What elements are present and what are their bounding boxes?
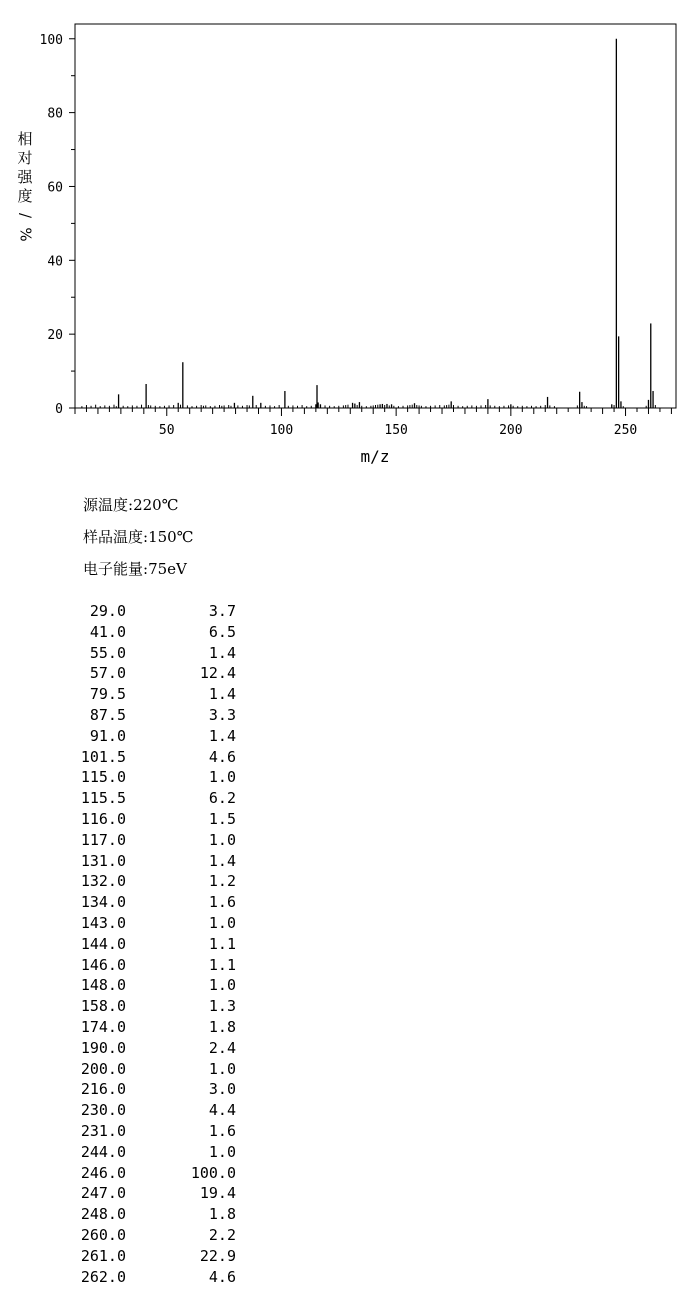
peak-mz: 91.0: [89, 726, 126, 745]
y-tick-label: 20: [47, 328, 63, 344]
peak-row: [60, 955, 236, 976]
plot-frame: [75, 24, 676, 408]
peak-intensity: 1.4: [208, 726, 236, 745]
condition-value: 220℃: [133, 496, 179, 514]
condition-row: [83, 493, 193, 525]
peak-row: [60, 601, 236, 622]
peak-intensity: 1.0: [208, 913, 236, 932]
peak-mz: 216.0: [80, 1080, 126, 1099]
y-axis-label-char: 度: [17, 187, 33, 205]
x-tick-label: 250: [613, 423, 638, 438]
acquisition-conditions: [83, 493, 193, 589]
peak-mz: 117.0: [80, 830, 126, 849]
peak-row: [60, 1121, 236, 1142]
y-axis-label-char: %: [16, 227, 35, 242]
peak-intensity: 1.3: [208, 997, 236, 1016]
peak-row: [60, 1163, 236, 1184]
peak-intensity: 1.2: [208, 872, 236, 891]
condition-value: 75eV: [148, 560, 187, 578]
peak-mz: 247.0: [80, 1184, 126, 1203]
peak-intensity: 12.4: [199, 664, 236, 683]
peak-intensity: 1.8: [208, 1205, 236, 1224]
y-tick-label: 80: [47, 106, 63, 122]
peak-intensity: 1.1: [208, 955, 236, 974]
y-tick-label: 100: [39, 32, 63, 48]
peak-mz: 230.0: [80, 1101, 126, 1120]
peak-mz: 148.0: [80, 976, 126, 995]
spectrum-peaks: [82, 39, 655, 408]
x-tick-label: 50: [158, 423, 175, 438]
peak-row: [60, 1017, 236, 1038]
peak-intensity: 6.2: [208, 789, 236, 808]
peak-mz: 231.0: [80, 1121, 126, 1140]
y-tick-label: 0: [55, 402, 63, 417]
peak-row: [60, 1059, 236, 1080]
peak-intensity: 1.4: [208, 851, 236, 870]
peak-mz: 190.0: [80, 1038, 126, 1057]
peak-row: [60, 684, 236, 705]
peak-row: [60, 663, 236, 684]
peak-row: [60, 809, 236, 830]
peak-mz: 132.0: [80, 872, 126, 891]
peak-intensity: 1.8: [208, 1017, 236, 1036]
peak-row: [60, 622, 236, 643]
peak-intensity: 2.4: [208, 1038, 236, 1057]
condition-value: 150℃: [148, 528, 194, 546]
peak-mz: 200.0: [80, 1059, 126, 1078]
peak-intensity: 3.0: [208, 1080, 236, 1099]
peak-intensity: 3.7: [208, 602, 236, 620]
peak-row: [60, 1038, 236, 1059]
peak-mz: 41.0: [89, 622, 126, 641]
peak-row: [60, 892, 236, 913]
peak-mz: 29.0: [89, 602, 126, 620]
peak-row: [60, 1079, 236, 1100]
condition-row: [83, 525, 193, 557]
x-axis: [75, 408, 671, 438]
peak-mz: 262.0: [80, 1267, 126, 1286]
condition-label: 样品温度:: [83, 528, 149, 546]
peak-mz: 246.0: [80, 1163, 126, 1182]
x-tick-label: 100: [269, 423, 294, 438]
peak-intensity: 1.4: [208, 643, 236, 662]
peak-row: [60, 975, 236, 996]
peak-intensity: 1.4: [208, 685, 236, 704]
peak-row: [60, 1100, 236, 1121]
y-axis-label-char: 对: [17, 149, 33, 167]
peak-mz: 248.0: [80, 1205, 126, 1224]
peak-intensity: 1.0: [208, 976, 236, 995]
mass-spectrum-chart: [0, 0, 687, 480]
peak-row: [60, 1142, 236, 1163]
peak-mz: 144.0: [80, 934, 126, 953]
x-axis-label: m/z: [360, 447, 390, 466]
peak-table: [60, 601, 236, 1287]
peak-row: [60, 1246, 236, 1267]
peak-mz: 174.0: [80, 1017, 126, 1036]
y-axis-label-char: 相: [17, 130, 33, 148]
peak-row: [60, 1204, 236, 1225]
y-axis-label-char: /: [16, 212, 35, 219]
peak-row: [60, 1225, 236, 1246]
peak-row: [60, 913, 236, 934]
y-axis-label-char: 强: [17, 168, 33, 186]
peak-intensity: 1.0: [208, 1142, 236, 1161]
y-tick-label: 40: [47, 254, 63, 270]
peak-row: [60, 1183, 236, 1204]
condition-label: 电子能量:: [83, 560, 149, 578]
peak-intensity: 100.0: [190, 1163, 236, 1182]
peak-intensity: 4.6: [208, 747, 236, 766]
peak-intensity: 4.6: [208, 1267, 236, 1286]
peak-mz: 131.0: [80, 851, 126, 870]
peak-row: [60, 788, 236, 809]
y-axis-label: [14, 130, 36, 244]
peak-intensity: 19.4: [199, 1184, 236, 1203]
peak-intensity: 1.0: [208, 1059, 236, 1078]
y-axis: [40, 33, 75, 417]
peak-row: [60, 767, 236, 788]
peak-row: [60, 996, 236, 1017]
peak-row: [60, 726, 236, 747]
peak-mz: 261.0: [80, 1246, 126, 1265]
peak-mz: 244.0: [80, 1142, 126, 1161]
peak-intensity: 22.9: [199, 1246, 236, 1265]
peak-row: [60, 934, 236, 955]
peak-row: [60, 871, 236, 892]
peak-mz: 146.0: [80, 955, 126, 974]
peak-mz: 115.0: [80, 768, 126, 787]
peak-intensity: 6.5: [208, 622, 236, 641]
peak-intensity: 3.3: [208, 705, 236, 724]
peak-intensity: 1.1: [208, 934, 236, 953]
x-tick-label: 150: [384, 423, 408, 438]
condition-label: 源温度:: [83, 496, 134, 514]
peak-mz: 79.5: [89, 685, 126, 704]
peak-row: [60, 851, 236, 872]
peak-mz: 115.5: [80, 789, 126, 808]
peak-mz: 260.0: [80, 1225, 126, 1244]
peak-row: [60, 747, 236, 768]
peak-intensity: 1.6: [208, 1121, 236, 1140]
peak-row: [60, 643, 236, 664]
condition-row: [83, 557, 193, 589]
peak-mz: 116.0: [80, 809, 126, 828]
peak-mz: 87.5: [89, 705, 126, 724]
peak-intensity: 1.6: [208, 893, 236, 912]
peak-intensity: 1.0: [208, 768, 236, 787]
peak-mz: 55.0: [89, 643, 126, 662]
y-tick-label: 60: [47, 180, 63, 196]
x-tick-label: 200: [499, 423, 523, 438]
peak-row: [60, 1267, 236, 1288]
peak-mz: 143.0: [80, 913, 126, 932]
peak-intensity: 1.5: [208, 809, 236, 828]
peak-mz: 57.0: [89, 664, 126, 683]
peak-row: [60, 705, 236, 726]
peak-intensity: 4.4: [208, 1101, 236, 1120]
peak-intensity: 1.0: [208, 830, 236, 849]
peak-intensity: 2.2: [208, 1225, 236, 1244]
peak-mz: 134.0: [80, 893, 126, 912]
peak-mz: 158.0: [80, 997, 126, 1016]
peak-mz: 101.5: [80, 747, 126, 766]
peak-row: [60, 830, 236, 851]
